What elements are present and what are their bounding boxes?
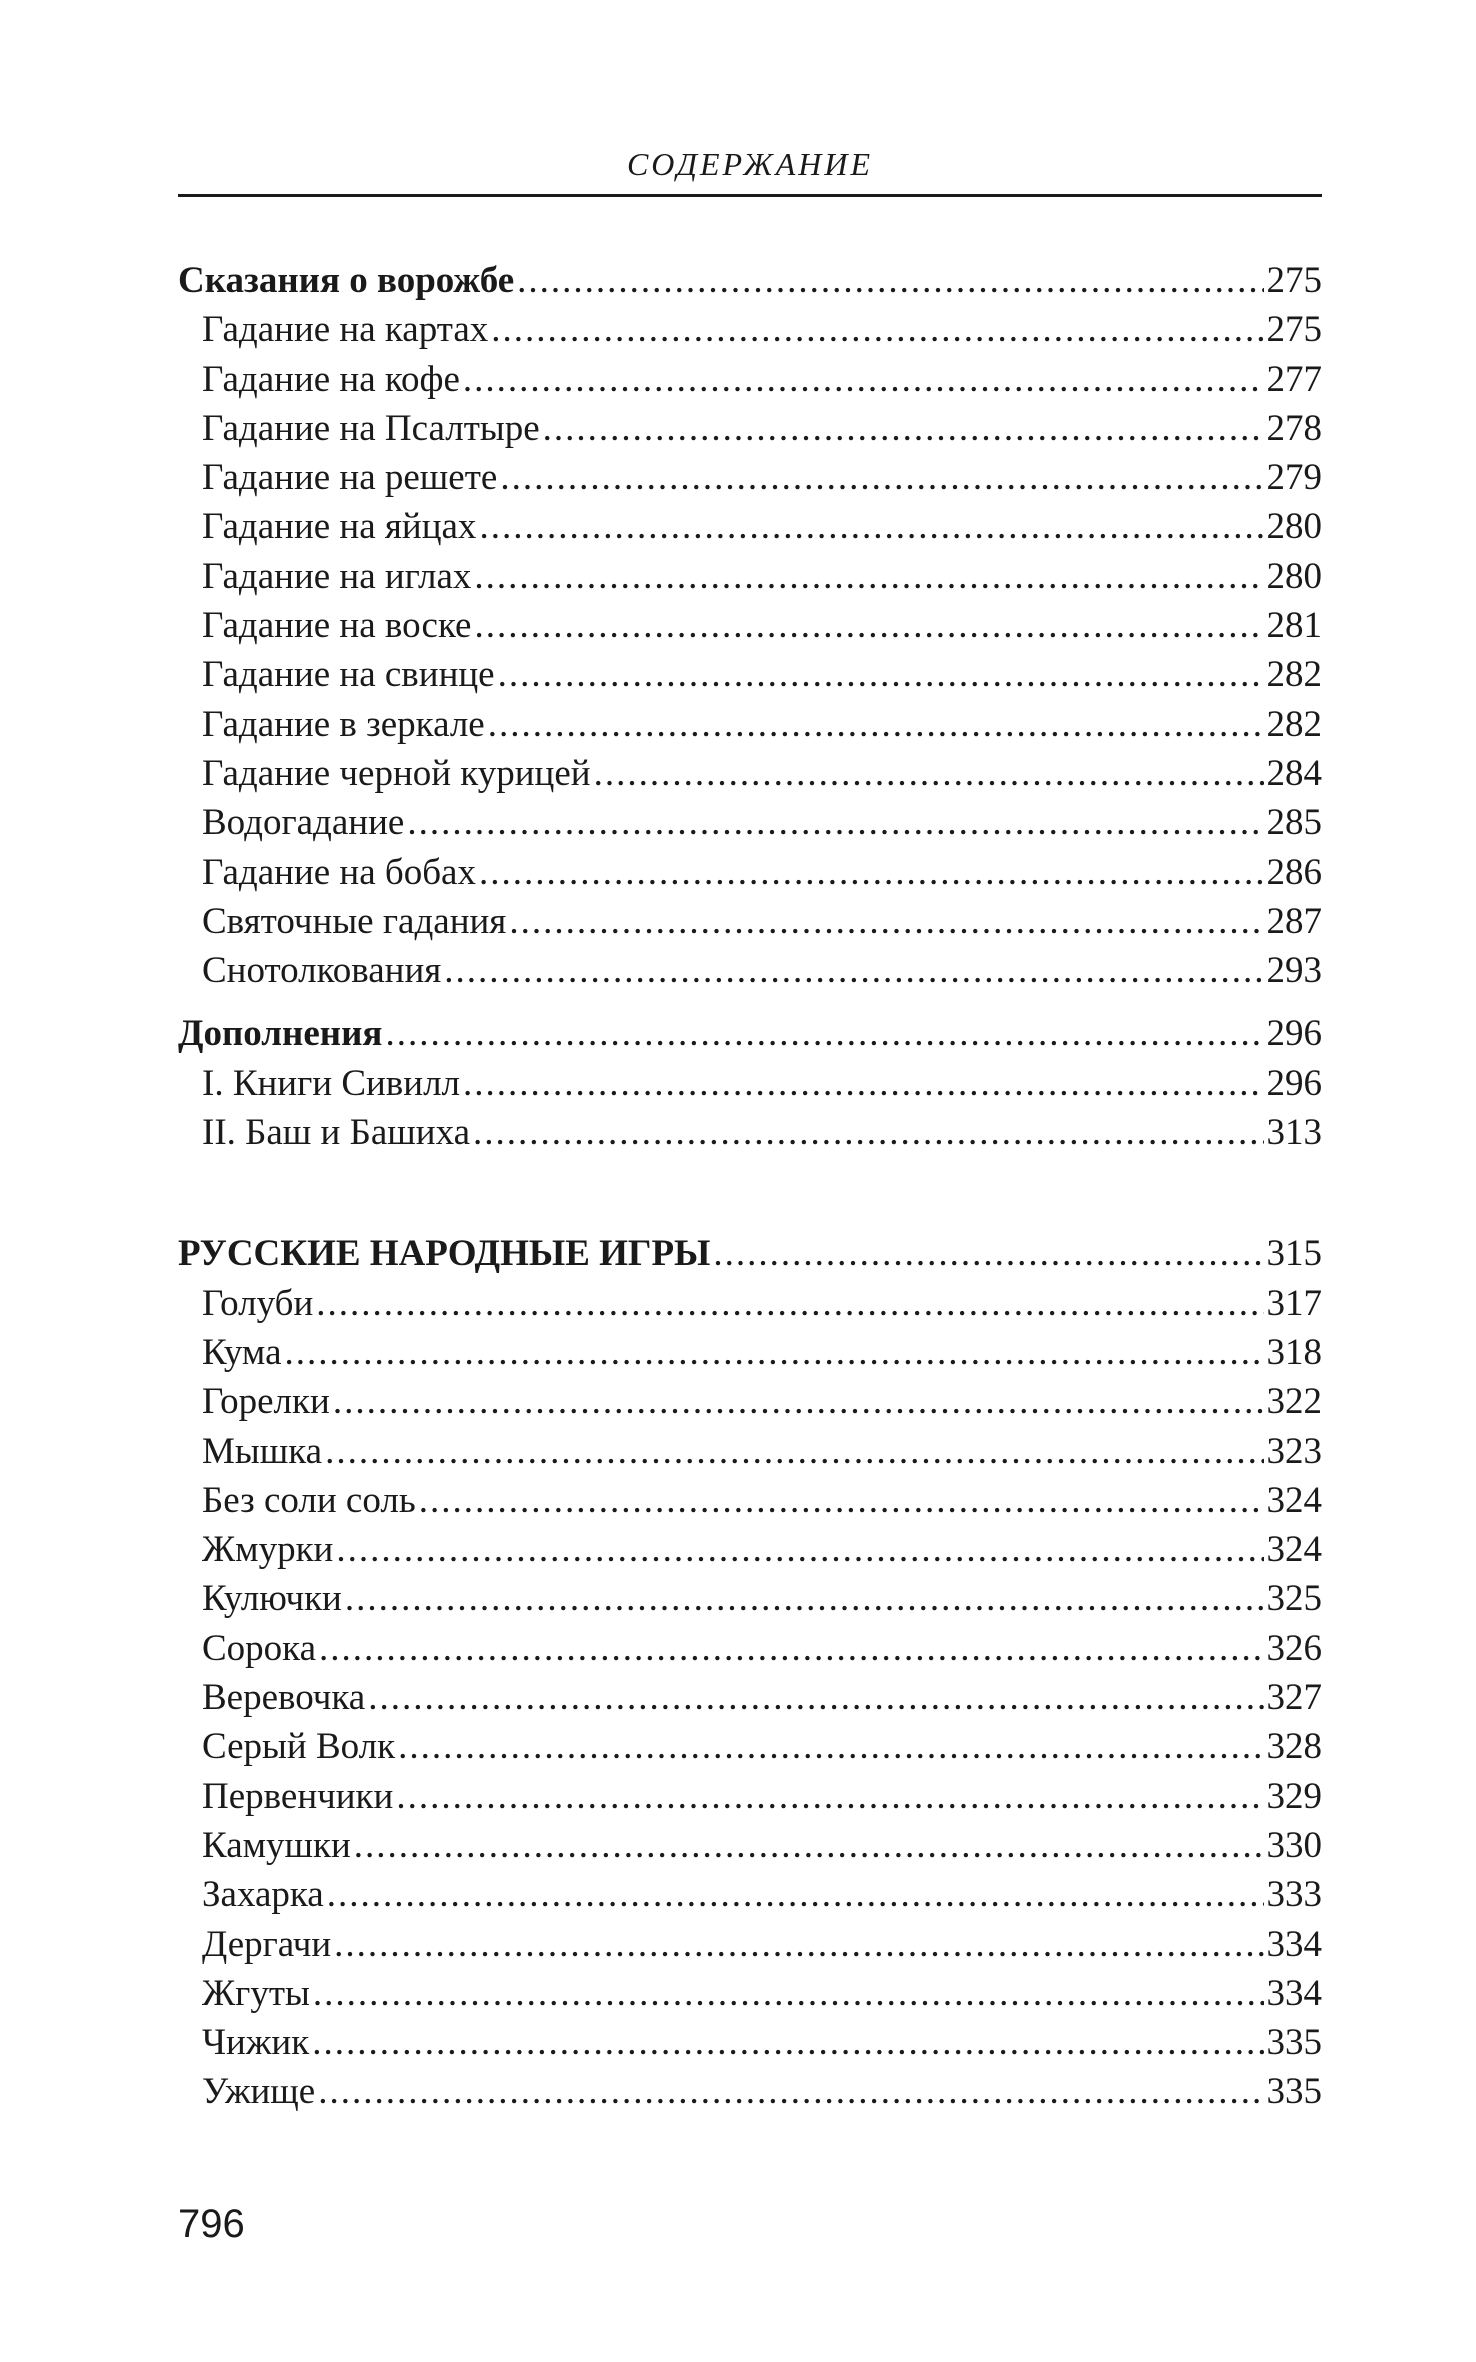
toc-entry[interactable] (178, 749, 1322, 798)
toc-page-number: 275 (1266, 309, 1322, 351)
dot-leader (407, 798, 1263, 847)
toc-page-number: 317 (1266, 1282, 1322, 1324)
toc-entry-title: Сказания о ворожбе (178, 260, 515, 301)
page-number: 796 (178, 2202, 245, 2246)
toc-entry-title: Сорока (202, 1627, 317, 1669)
dot-leader (474, 552, 1263, 601)
toc-entry[interactable] (178, 1328, 1322, 1377)
dot-leader (319, 1624, 1263, 1673)
toc-entry[interactable] (178, 305, 1322, 354)
toc-page-number: 282 (1266, 703, 1322, 745)
toc-page-number: 328 (1266, 1726, 1322, 1768)
toc-section-heading[interactable] (178, 1009, 1322, 1058)
toc-entry[interactable] (178, 1920, 1322, 1969)
toc-entry-title: Кулючки (202, 1578, 342, 1620)
toc-entry[interactable] (178, 700, 1322, 749)
dot-leader (327, 1870, 1264, 1919)
dot-leader (488, 700, 1264, 749)
toc-entry-title: Гадание на картах (202, 309, 489, 351)
toc-section (178, 1229, 1322, 2116)
toc-page-number: 318 (1266, 1331, 1322, 1373)
toc-page-number: 293 (1266, 950, 1322, 992)
dot-leader (368, 1673, 1263, 1722)
toc-entry-title: II. Баш и Башиха (202, 1112, 470, 1154)
toc-entry[interactable] (178, 1059, 1322, 1108)
toc-entry-title: Веревочка (202, 1677, 366, 1719)
dot-leader (316, 1279, 1263, 1328)
toc-entry-title: Гадание на Псалтыре (202, 407, 540, 449)
toc-entry[interactable] (178, 946, 1322, 995)
toc-page-number: 313 (1266, 1112, 1322, 1154)
toc-entry[interactable] (178, 1772, 1322, 1821)
toc-entry[interactable] (178, 601, 1322, 650)
toc-page-number: 287 (1266, 900, 1322, 942)
dot-leader (463, 355, 1264, 404)
toc-page-number: 335 (1266, 2022, 1322, 2064)
toc-page-number: 296 (1266, 1062, 1322, 1104)
toc-entry[interactable] (178, 1279, 1322, 1328)
toc-page-number: 334 (1266, 1972, 1322, 2014)
dot-leader (313, 1969, 1264, 2018)
toc-page-number: 279 (1266, 457, 1322, 499)
toc-page-number: 326 (1266, 1627, 1322, 1669)
toc-entry[interactable] (178, 1377, 1322, 1426)
toc-page-number: 324 (1266, 1529, 1322, 1571)
toc-page-number: 280 (1266, 555, 1322, 597)
toc-page-number: 284 (1266, 752, 1322, 794)
dot-leader (396, 1772, 1263, 1821)
toc-entry-title: Гадание на кофе (202, 358, 460, 400)
toc-entry[interactable] (178, 355, 1322, 404)
dot-leader (354, 1821, 1264, 1870)
toc-entry[interactable] (178, 453, 1322, 502)
toc-entry[interactable] (178, 1969, 1322, 2018)
toc-entry-title: Гадание на яйцах (202, 506, 477, 548)
toc-entry-title: Без соли соль (202, 1479, 416, 1521)
toc-section-heading[interactable] (178, 1229, 1322, 1278)
dot-leader (333, 1377, 1264, 1426)
toc-page-number: 335 (1266, 2071, 1322, 2113)
toc-entry-title: Снотолкования (202, 950, 442, 992)
toc-page-number: 327 (1266, 1677, 1322, 1719)
toc-entry-title: Святочные гадания (202, 900, 507, 942)
dot-leader (500, 453, 1263, 502)
running-header: СОДЕРЖАНИЕ (626, 146, 874, 182)
toc-entry-title: Дополнения (178, 1013, 383, 1055)
toc-page-number: 280 (1266, 506, 1322, 548)
dot-leader (285, 1328, 1264, 1377)
dot-leader (517, 256, 1263, 305)
toc-page-number: 323 (1266, 1430, 1322, 1472)
toc-entry[interactable] (178, 1108, 1322, 1157)
toc-entry-title: Ужище (202, 2071, 316, 2113)
dot-leader (463, 1059, 1263, 1108)
toc-page-number: 285 (1266, 802, 1322, 844)
toc-entry-title: Чижик (202, 2022, 310, 2064)
toc-entry-title: Камушки (202, 1824, 351, 1866)
toc-page-number: 282 (1266, 654, 1322, 696)
toc-entry[interactable] (178, 650, 1322, 699)
toc-entry-title: Захарка (202, 1874, 324, 1916)
toc-entry[interactable] (178, 1624, 1322, 1673)
dot-leader (509, 897, 1263, 946)
toc-page-number: 286 (1266, 851, 1322, 893)
toc-entry-title: Кума (202, 1331, 282, 1373)
toc-entry[interactable] (178, 798, 1322, 847)
toc-entry-title: Гадание на решете (202, 457, 498, 499)
toc-entry[interactable] (178, 1870, 1322, 1919)
toc-entry[interactable] (178, 2067, 1322, 2116)
toc-page-number: 324 (1266, 1479, 1322, 1521)
dot-leader (474, 601, 1263, 650)
toc-entry[interactable] (178, 1722, 1322, 1771)
table-of-contents (178, 256, 1322, 2117)
toc-entry[interactable] (178, 552, 1322, 601)
dot-leader (345, 1574, 1264, 1623)
toc-entry-title: Серый Волк (202, 1726, 396, 1768)
toc-entry[interactable] (178, 1673, 1322, 1722)
toc-entry[interactable] (178, 1821, 1322, 1870)
toc-entry-title: Жмурки (202, 1529, 334, 1571)
toc-entry[interactable] (178, 848, 1322, 897)
header-rule (178, 194, 1322, 197)
dot-leader (325, 1427, 1263, 1476)
toc-entry[interactable] (178, 1574, 1322, 1623)
dot-leader (479, 502, 1263, 551)
toc-entry[interactable] (178, 2018, 1322, 2067)
toc-page-number: 325 (1266, 1578, 1322, 1620)
toc-page-number: 333 (1266, 1874, 1322, 1916)
toc-page-number: 334 (1266, 1923, 1322, 1965)
toc-page-number: 330 (1266, 1824, 1322, 1866)
dot-leader (491, 305, 1263, 354)
toc-page-number: 296 (1266, 1013, 1322, 1055)
toc-page-number: 277 (1266, 358, 1322, 400)
toc-entry[interactable] (178, 404, 1322, 453)
toc-entry[interactable] (178, 1476, 1322, 1525)
dot-leader (312, 2018, 1263, 2067)
toc-entry-title: Первенчики (202, 1775, 394, 1817)
toc-entry-title: РУССКИЕ НАРОДНЫЕ ИГРЫ (178, 1233, 711, 1275)
dot-leader (543, 404, 1264, 453)
dot-leader (385, 1009, 1263, 1058)
toc-page-number: 315 (1266, 1233, 1322, 1275)
toc-page-number: 278 (1266, 407, 1322, 449)
toc-entry-title: Мышка (202, 1430, 323, 1472)
dot-leader (334, 1920, 1263, 1969)
toc-entry[interactable] (178, 502, 1322, 551)
toc-section (178, 256, 1322, 995)
dot-leader (594, 749, 1264, 798)
toc-page-number: 281 (1266, 605, 1322, 647)
toc-entry-title: Гадание на свинце (202, 654, 495, 696)
toc-entry-title: Водогадание (202, 802, 405, 844)
toc-entry-title: Гадание черной курицей (202, 752, 591, 794)
toc-entry-title: Гадание на бобах (202, 851, 476, 893)
dot-leader (473, 1108, 1264, 1157)
dot-leader (713, 1229, 1263, 1278)
toc-entry-title: Горелки (202, 1381, 330, 1423)
toc-entry-title: Гадание в зеркале (202, 703, 485, 745)
toc-section-heading[interactable] (178, 256, 1322, 305)
dot-leader (479, 848, 1264, 897)
toc-page-number: 322 (1266, 1381, 1322, 1423)
toc-entry-title: Жгуты (202, 1972, 310, 2014)
toc-page-number: 275 (1266, 260, 1322, 301)
toc-entry[interactable] (178, 1525, 1322, 1574)
toc-entry-title: Дергачи (202, 1923, 332, 1965)
toc-entry[interactable] (178, 897, 1322, 946)
dot-leader (318, 2067, 1263, 2116)
toc-entry-title: Голуби (202, 1282, 314, 1324)
toc-entry-title: Гадание на иглах (202, 555, 472, 597)
toc-entry-title: I. Книги Сивилл (202, 1062, 461, 1104)
dot-leader (444, 946, 1263, 995)
dot-leader (398, 1722, 1263, 1771)
toc-page-number: 329 (1266, 1775, 1322, 1817)
dot-leader (419, 1476, 1264, 1525)
toc-section (178, 1009, 1322, 1157)
dot-leader (498, 650, 1264, 699)
toc-entry-title: Гадание на воске (202, 605, 472, 647)
toc-entry[interactable] (178, 1427, 1322, 1476)
dot-leader (336, 1525, 1263, 1574)
